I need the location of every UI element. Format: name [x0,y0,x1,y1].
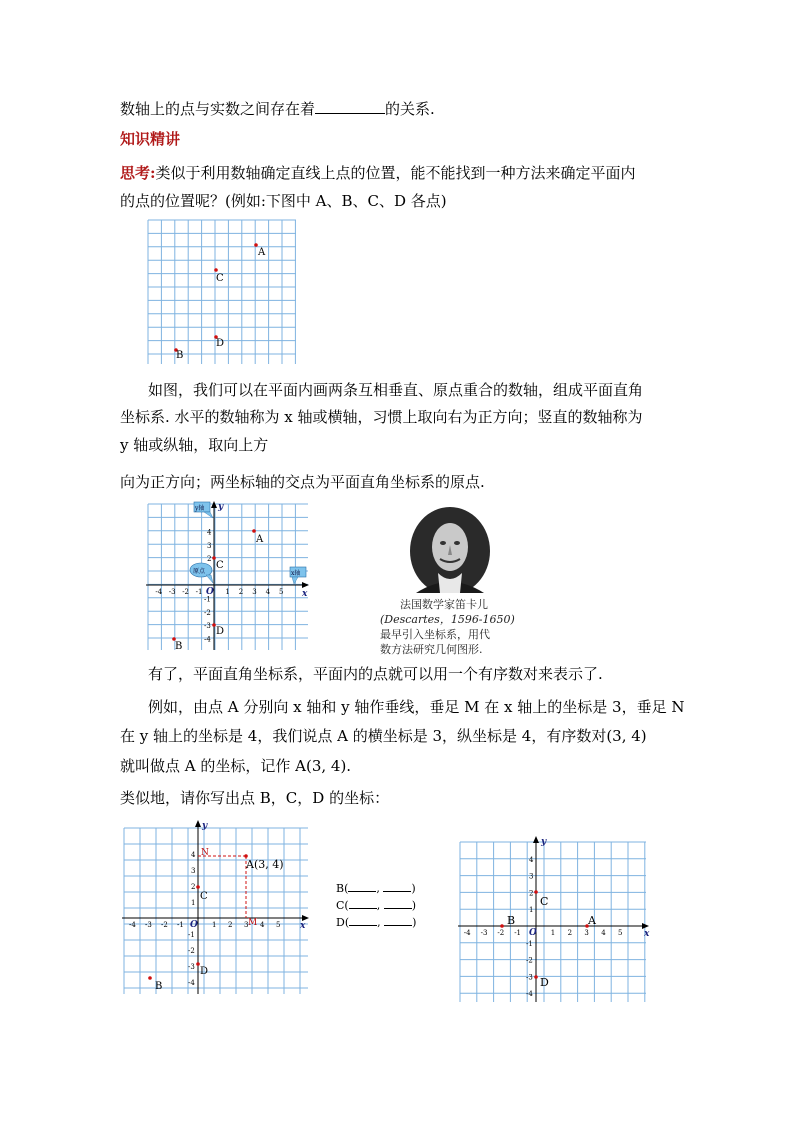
y-tick-label: 3 [529,872,534,881]
y-axis-label: y [541,837,547,847]
foot-M: M [248,918,258,928]
y-tick-label: 2 [207,555,212,564]
label-B: B [175,641,183,652]
point-C [196,885,200,889]
point-C [534,890,538,894]
para1-line2: 坐标系. 水平的数轴称为 x 轴或横轴，习惯上取向右为正方向；竖直的数轴称为 [120,408,643,426]
x-tick-label: 1 [212,921,217,929]
x-tick-label: -3 [480,929,488,937]
label-B: B [507,914,516,927]
coordinate-figure-4 [456,832,656,1004]
label-A: A(3, 4) [246,858,284,871]
section-heading: 知识精讲 [120,130,181,148]
para3-line2: 在 y 轴上的坐标是 4，我们说点 A 的横坐标是 3，纵坐标是 4，有序数对(3, 4) [120,727,647,745]
answer-B-x[interactable] [348,881,376,892]
x-axis-callout-text: x轴 [291,570,301,577]
label-C: C [216,560,224,571]
y-axis-label: y [202,821,208,831]
y-tick-label: 1 [191,899,196,907]
point-B [148,976,152,980]
x-tick-label: 2 [567,929,573,937]
x-tick-label: -1 [514,929,522,937]
label-B: B [155,981,163,992]
x-tick-label: 2 [238,588,244,596]
y-tick-label: -3 [526,973,533,982]
label-C: C [216,273,224,284]
y-tick-label: 2 [529,889,534,898]
x-tick-label: -1 [195,588,203,596]
answer-B-label: B( [336,882,349,895]
x-tick-label: 4 [260,921,265,929]
y-tick-label: -4 [188,979,195,987]
label-D: D [216,626,225,637]
x-tick-label: 2 [228,921,233,929]
y-tick-label: -3 [188,963,195,971]
think-line-2: 的点的位置呢？(例如:下图中 A、B、C、D 各点) [120,192,447,210]
x-tick-label: -4 [129,921,136,929]
y-tick-label: 3 [207,541,212,550]
think-label: 思考: [120,164,156,182]
y-tick-label: -2 [526,956,533,965]
y-tick-label: -3 [204,622,211,631]
y-tick-label: 4 [529,855,534,864]
para1-line4: 向为正方向；两坐标轴的交点为平面直角坐标系的原点. [120,473,485,491]
label-C: C [540,895,549,908]
origin-callout-text: 原点 [193,568,206,575]
y-tick-label: -1 [526,939,533,948]
origin-label: O [206,587,214,597]
para4: 类似地，请你写出点 B，C，D 的坐标： [120,789,390,807]
x-tick-label: -3 [168,588,176,596]
portrait-caption-line1: 法国数学家笛卡儿 [400,598,488,611]
x-axis-label: x [300,921,306,931]
y-tick-label: -1 [204,595,211,604]
foot-N: N [201,848,209,858]
intro-line [120,99,435,119]
y-tick-label: 4 [191,851,196,859]
point-D [534,975,538,979]
y-tick-label: -4 [204,635,211,644]
x-tick-label: 3 [252,588,257,596]
x-tick-label: 1 [550,929,556,937]
para3-line3: 就叫做点 A 的坐标，记作 A(3, 4). [120,757,352,775]
answer-B: B( , ) [336,882,416,895]
descartes-portrait [406,501,494,593]
x-axis-label: x [302,589,308,599]
point-B [500,924,504,928]
y-axis-callout-text: y轴 [195,505,205,512]
y-tick-label: -2 [204,608,211,617]
answer-C-label: C( [336,899,349,912]
point-C [214,268,218,272]
x-tick-label: 3 [244,921,249,929]
answer-D-label: D( [336,916,350,929]
portrait-caption-line3: 最早引入坐标系，用代 [380,628,490,641]
x-tick-label: 5 [279,588,284,596]
intro-end: 的关系. [385,100,435,118]
answer-C: C( , ) [336,899,417,912]
x-tick-label: 5 [276,921,281,929]
x-tick-label: -2 [182,588,190,596]
para3-line1: 例如，由点 A 分别向 x 轴和 y 轴作垂线，垂足 M 在 x 轴上的坐标是 3，垂足 N [148,698,685,716]
answer-D-y[interactable] [384,915,412,926]
y-tick-label: 3 [191,867,196,875]
origin-label: O [529,928,537,938]
para2: 有了，平面直角坐标系，平面内的点就可以用一个有序数对来表示了. [148,665,603,683]
y-tick-label: -1 [188,931,195,939]
y-tick-label: 2 [191,883,196,891]
grid-figure-1 [146,218,298,366]
intro-text: 数轴上的点与实数之间存在着 [120,100,316,118]
coordinate-figure-3 [120,814,312,996]
x-tick-label: -2 [161,921,168,929]
x-tick-label: -4 [155,588,163,596]
origin-label: O [190,920,198,930]
portrait-caption-line4: 数方法研究几何图形. [380,643,483,656]
think-text-1: 类似于利用数轴确定直线上点的位置，能不能找到一种方法来确定平面内 [155,164,636,182]
portrait-caption-line2: (Descartes，1596-1650) [380,613,515,626]
x-tick-label: 1 [225,588,230,596]
answer-C-y[interactable] [384,898,412,909]
label-D: D [216,338,225,349]
label-B: B [176,350,184,361]
para1-line1: 如图，我们可以在平面内画两条互相垂直、原点重合的数轴，组成平面直角 [148,381,644,399]
label-D: D [540,976,549,989]
y-tick-label: 4 [207,528,212,537]
y-tick-label: -2 [188,947,195,955]
answer-D: D( , ) [336,916,417,929]
answer-B-y[interactable] [383,881,411,892]
think-line-1 [120,163,636,183]
point-A [252,529,256,533]
x-axis-label: x [644,929,650,939]
x-tick-label: -4 [463,929,471,937]
answer-D-x[interactable] [349,915,377,926]
label-C: C [200,891,208,902]
y-axis-label: y [218,502,224,512]
para1-line3: y 轴或纵轴，取向上方 [120,436,269,454]
x-tick-label: -3 [145,921,152,929]
coordinate-figure-2 [144,498,314,654]
x-tick-label: 5 [618,929,623,937]
label-A: A [256,534,264,545]
answer-blank[interactable] [315,99,385,114]
x-tick-label: -2 [497,929,505,937]
y-tick-label: -4 [526,990,533,999]
label-A: A [258,247,266,258]
x-tick-label: -1 [177,921,184,929]
answer-C-x[interactable] [349,898,377,909]
label-D: D [200,966,209,977]
x-tick-label: 3 [584,929,589,937]
x-tick-label: 4 [601,929,606,937]
y-tick-label: 1 [529,906,534,915]
label-A: A [588,914,596,927]
x-tick-label: 4 [265,588,271,596]
